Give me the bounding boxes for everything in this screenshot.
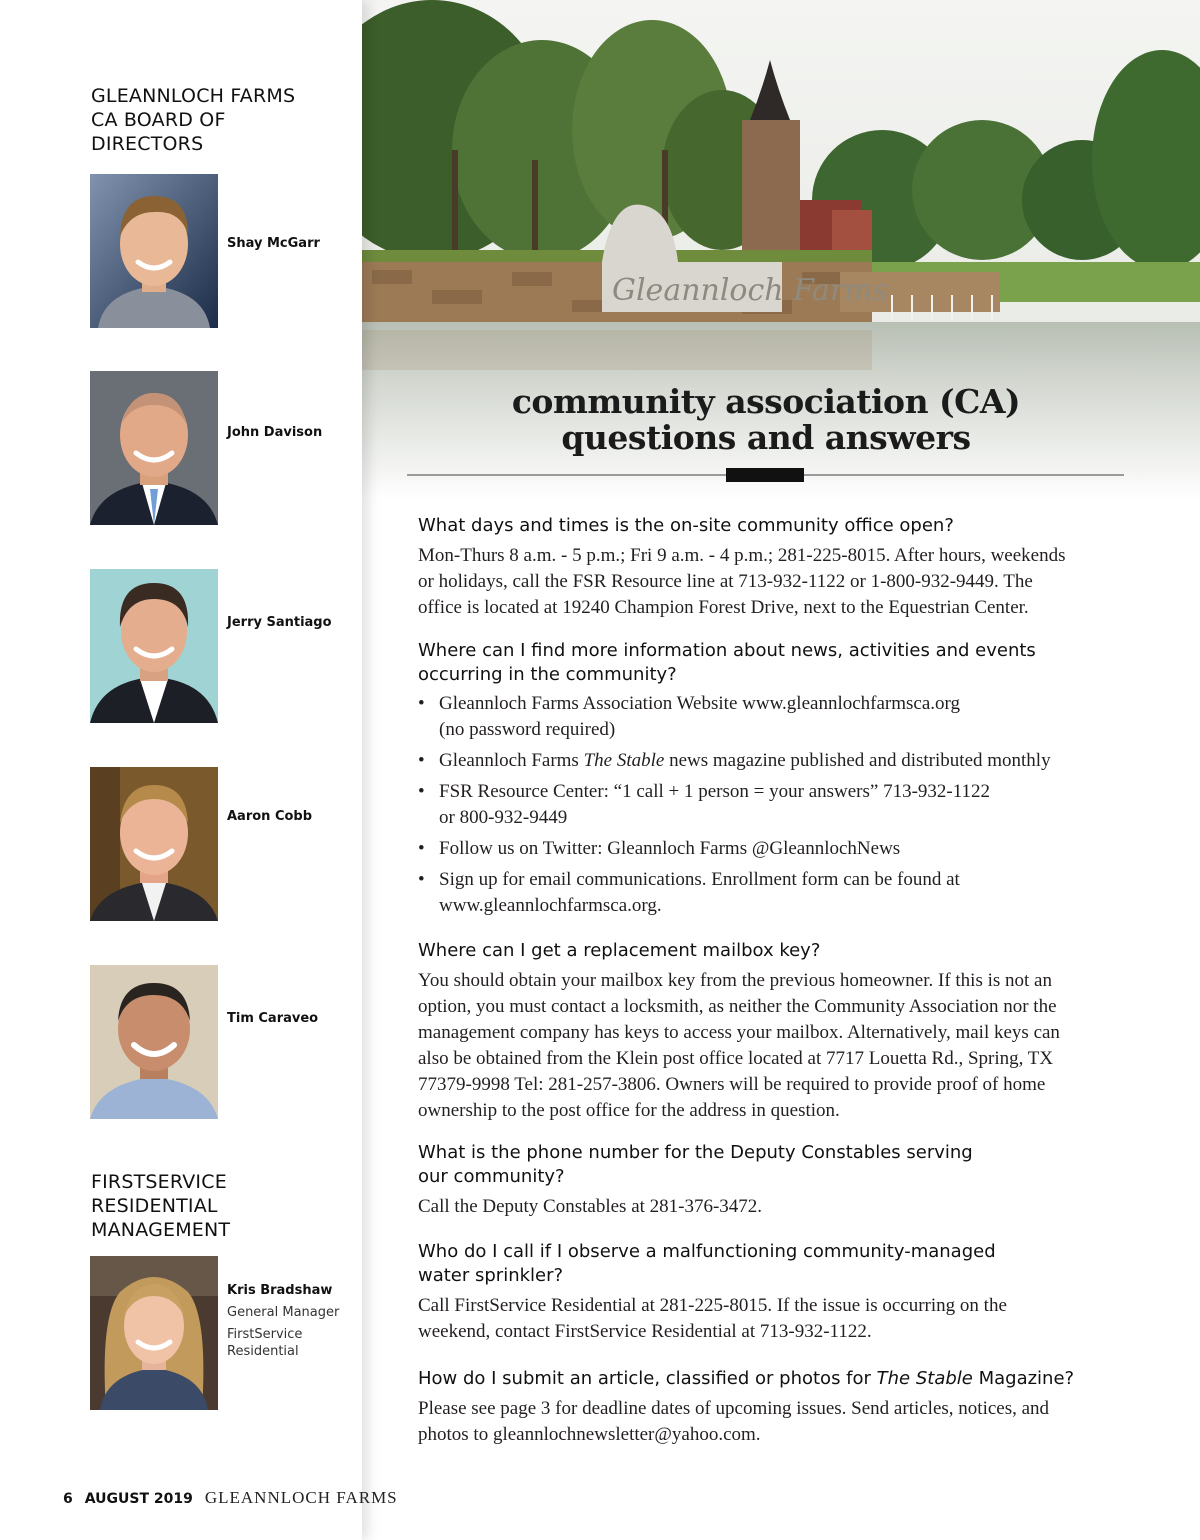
board-heading-line: GLEANNLOCH FARMS (91, 85, 296, 107)
answer (418, 543, 1108, 621)
manager-photo (90, 1256, 218, 1410)
page-footer (63, 1488, 398, 1508)
board-member (90, 371, 350, 525)
member-name: John Davison (227, 425, 323, 440)
answer-line: photos to gleannlochnewsletter@yahoo.com. (418, 1424, 761, 1445)
portrait-image (90, 965, 218, 1119)
list-item-line: (no password required) (439, 719, 616, 740)
qa-mailbox-key (418, 939, 1108, 1124)
board-member (90, 965, 350, 1119)
list-item: • FSR Resource Center: “1 call + 1 person = your answers” 713-932-1122 or 800-932-9449 (418, 779, 1108, 831)
answer-line: 77379-9998 Tel: 281-257-3806. Owners will be required to provide proof of home (418, 1074, 1046, 1095)
portrait-image (90, 371, 218, 525)
headline-line: community association (CA) (511, 382, 1021, 421)
answer-line: Please see page 3 for deadline dates of upcoming issues. Send articles, notices, and (418, 1398, 1050, 1419)
qa-deputy-constables (418, 1141, 1108, 1220)
member-name: Jerry Santiago (227, 615, 332, 630)
publication-name: GLEANNLOCH FARMS (204, 1488, 398, 1507)
question: Where can I get a replacement mailbox key? (418, 940, 821, 961)
list-item-line: FSR Resource Center: “1 call + 1 person = your answers” 713-932-1122 (439, 781, 991, 802)
question (418, 639, 1108, 687)
answer (418, 968, 1108, 1124)
board-member (90, 767, 350, 921)
question: What days and times is the on-site community office open? (418, 515, 954, 536)
question-line: Who do I call if I observe a malfunctioning community-managed (418, 1241, 996, 1262)
manager-title: General Manager (227, 1305, 340, 1320)
portrait-image (90, 767, 218, 921)
list-item-text: news magazine published and distributed monthly (664, 750, 1051, 771)
answer-line: or holidays, call the FSR Resource line at 713-932-1122 or 1-800-932-9449. The (418, 571, 1033, 592)
list-item: • Follow us on Twitter: Gleannloch Farms @GleannlochNews (418, 836, 1108, 862)
question-line: What is the phone number for the Deputy Constables serving (418, 1142, 973, 1163)
management-heading-line: FIRSTSERVICE (91, 1171, 227, 1193)
member-photo (90, 767, 218, 921)
answer-line: Call the Deputy Constables at 281-376-3472. (418, 1196, 763, 1217)
list-item-line: Sign up for email communications. Enrollment form can be found at (439, 869, 960, 890)
portrait-image (90, 174, 218, 328)
question (418, 1141, 1108, 1189)
answer (418, 1396, 1108, 1448)
sign-text: Gleannloch Farms (612, 273, 889, 308)
list-item: • Gleannloch Farms The Stable news magazine published and distributed monthly (418, 750, 1051, 771)
answer-line: Mon-Thurs 8 a.m. - 5 p.m.; Fri 9 a.m. - 4 p.m.; 281-225-8015. After hours, weekends (418, 545, 1066, 566)
answer-line: option, you must contact a locksmith, as neither the Community Association nor the (418, 996, 1057, 1017)
magazine-title: The Stable (583, 750, 665, 771)
headline-line: questions and answers (561, 418, 971, 457)
management-heading-line: RESIDENTIAL (91, 1195, 218, 1217)
list-item: • Sign up for email communications. Enrollment form can be found at www.gleannlochfarmsca.org. (418, 867, 1108, 919)
portrait-image (90, 1256, 218, 1410)
member-name: Aaron Cobb (227, 809, 313, 824)
board-member (90, 174, 350, 328)
manager-company: Residential (227, 1344, 299, 1359)
member-photo (90, 174, 218, 328)
answer-line: Call FirstService Residential at 281-225-8015. If the issue is occurring on the (418, 1295, 1007, 1316)
headline-accent-bar (726, 468, 804, 482)
question-line: occurring in the community? (418, 664, 677, 685)
info-list (418, 691, 1108, 919)
answer-line: ownership to the post office for the address in question. (418, 1100, 840, 1121)
portrait-image (90, 569, 218, 723)
list-item-text: Gleannloch Farms (439, 750, 584, 771)
question (418, 1240, 1108, 1288)
page-headline (362, 384, 1170, 456)
answer-line: weekend, contact FirstService Residential at 713-932-1122. (418, 1321, 872, 1342)
manager (90, 1256, 350, 1410)
member-name: Tim Caraveo (227, 1011, 319, 1026)
list-item-line: or 800-932-9449 (439, 807, 568, 828)
issue-date: AUGUST 2019 (84, 1491, 193, 1507)
question-line: our community? (418, 1166, 565, 1187)
management-heading-line: MANAGEMENT (91, 1219, 231, 1241)
management-heading (91, 1170, 341, 1242)
answer-line: office is located at 19240 Champion Forest Drive, next to the Equestrian Center. (418, 597, 1029, 618)
question-text: Magazine? (972, 1368, 1075, 1389)
question-line: water sprinkler? (418, 1265, 564, 1286)
answer-line: You should obtain your mailbox key from the previous homeowner. If this is not an (418, 970, 1052, 991)
member-photo (90, 569, 218, 723)
qa-water-sprinkler (418, 1240, 1108, 1345)
page-number: 6 (63, 1491, 73, 1507)
list-item: • Gleannloch Farms Association Website www.gleannlochfarmsca.org (no password required) (418, 691, 1108, 743)
member-photo (90, 371, 218, 525)
sidebar (0, 0, 362, 1540)
qa-news-info (418, 639, 1108, 924)
board-heading (91, 84, 341, 156)
member-photo (90, 965, 218, 1119)
answer-line: management company has keys to access your mailbox. Alternatively, mail keys can (418, 1022, 1060, 1043)
member-name: Shay McGarr (227, 236, 320, 251)
list-item-line: Gleannloch Farms Association Website www.gleannlochfarmsca.org (439, 693, 961, 714)
manager-name: Kris Bradshaw (227, 1283, 333, 1298)
question-line: Where can I find more information about news, activities and events (418, 640, 1036, 661)
answer-line: also be obtained from the Klein post office located at 7717 Louetta Rd., Spring, TX (418, 1048, 1054, 1069)
answer (418, 1194, 1108, 1220)
board-heading-line: DIRECTORS (91, 133, 204, 155)
qa-submit-article (418, 1367, 1108, 1448)
list-item-line: www.gleannlochfarmsca.org. (439, 895, 662, 916)
manager-company: FirstService (227, 1327, 303, 1342)
question-text: How do I submit an article, classified or photos for (418, 1368, 877, 1389)
board-heading-line: CA BOARD OF (91, 109, 226, 131)
qa-office-hours (418, 514, 1108, 621)
question (418, 1367, 1108, 1391)
answer (418, 1293, 1108, 1345)
magazine-title: The Stable (876, 1368, 973, 1389)
board-member (90, 569, 350, 723)
list-item-line: Follow us on Twitter: Gleannloch Farms @GleannlochNews (439, 838, 901, 859)
